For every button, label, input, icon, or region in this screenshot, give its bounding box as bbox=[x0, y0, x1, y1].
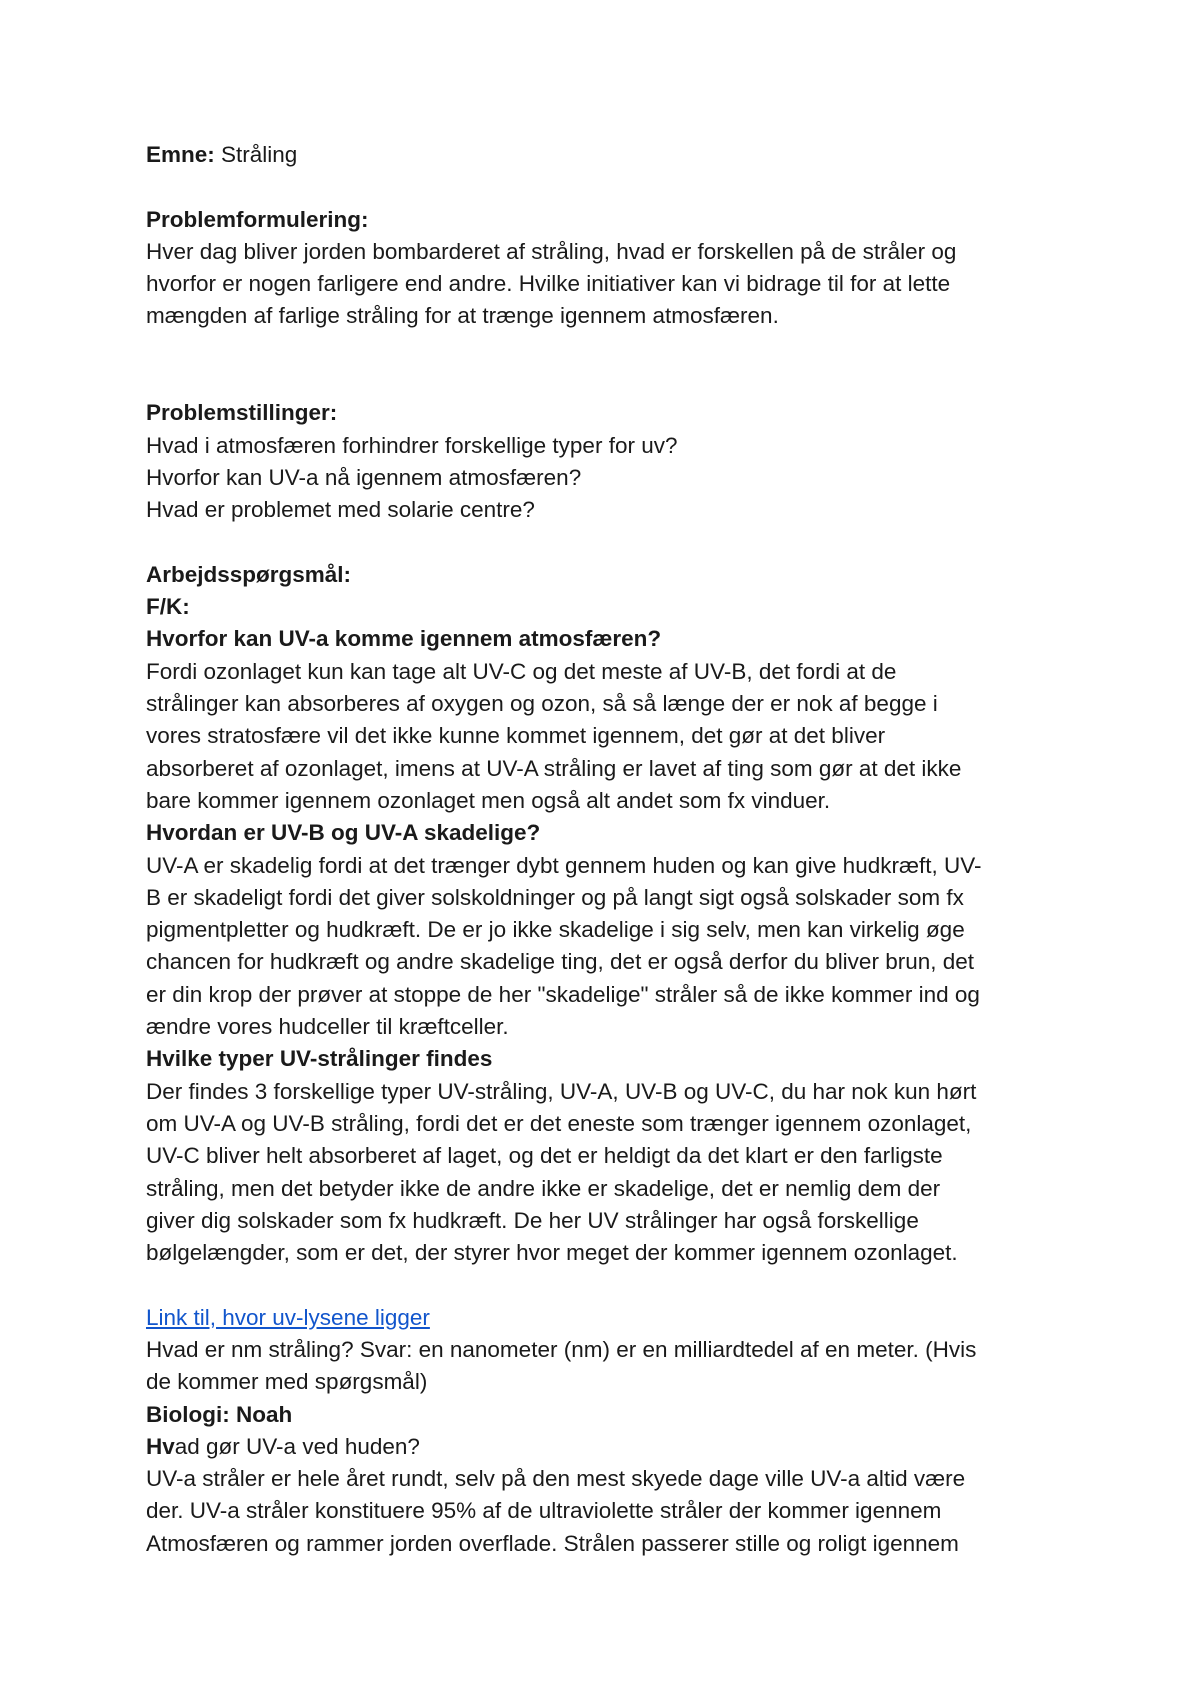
answer-line: bølgelængder, som er det, der styrer hvor meget der kommer igennem ozonlaget. bbox=[146, 1240, 958, 1266]
problemstilling-item: Hvad er problemet med solarie centre? bbox=[146, 497, 535, 523]
answer-line: Der findes 3 forskellige typer UV-stråling, UV-A, UV-B og UV-C, du har nok kun hørt bbox=[146, 1078, 977, 1104]
biologi-heading: Biologi: Noah bbox=[146, 1401, 293, 1427]
answer-line: er din krop der prøver at stoppe de her "skadelige" stråler så de ikke kommer ind og bbox=[146, 981, 980, 1007]
problemstillinger-heading: Problemstillinger: bbox=[146, 400, 338, 426]
answer-line: om UV-A og UV-B stråling, fordi det er det eneste som trænger igennem ozonlaget, bbox=[146, 1110, 972, 1136]
biologi-question-rest: ad gør UV-a ved huden? bbox=[174, 1433, 420, 1459]
problemformulering-line: hvorfor er nogen farligere end andre. Hvilke initiativer kan vi bidrage til for at lette bbox=[146, 271, 951, 297]
document-body bbox=[146, 139, 1080, 1560]
answer-line: giver dig solskader som fx hudkræft. De her UV strålinger har også forskellige bbox=[146, 1207, 919, 1233]
problemstilling-item: Hvorfor kan UV-a nå igennem atmosfæren? bbox=[146, 464, 582, 490]
problemformulering-heading: Problemformulering: bbox=[146, 206, 369, 232]
nm-note-line: Hvad er nm stråling? Svar: en nanometer (nm) er en milliardtedel af en meter. (Hvis bbox=[146, 1336, 977, 1362]
arbejdsspoergsmaal-heading: Arbejdsspørgsmål: bbox=[146, 561, 352, 587]
answer-line: Atmosfæren og rammer jorden overflade. Strålen passerer stille og roligt igennem bbox=[146, 1530, 959, 1556]
question-heading: Hvordan er UV-B og UV-A skadelige? bbox=[146, 820, 541, 846]
answer-line: strålinger kan absorberes af oxygen og ozon, så så længe der er nok af begge i bbox=[146, 691, 938, 717]
answer-line: der. UV-a stråler konstituere 95% af de ultraviolette stråler der kommer igennem bbox=[146, 1498, 942, 1524]
answer-line: pigmentpletter og hudkræft. De er jo ikke skadelige i sig selv, men kan virkelig øge bbox=[146, 917, 965, 943]
question-heading: Hvilke typer UV-strålinger findes bbox=[146, 1046, 493, 1072]
answer-line: bare kommer igennem ozonlaget men også alt andet som fx vinduer. bbox=[146, 787, 831, 813]
uv-wavelength-link[interactable]: Link til, hvor uv-lysene ligger bbox=[146, 1304, 430, 1330]
question-heading: Hvorfor kan UV-a komme igennem atmosfæren? bbox=[146, 626, 662, 652]
answer-line: absorberet af ozonlaget, imens at UV-A stråling er lavet af ting som gør at det ikke bbox=[146, 755, 962, 781]
answer-line: Fordi ozonlaget kun kan tage alt UV-C og det meste af UV-B, det fordi at de bbox=[146, 658, 897, 684]
answer-line: UV-C bliver helt absorberet af laget, og det er heldigt da det klart er den farligste bbox=[146, 1143, 943, 1169]
subject-label-fk: F/K: bbox=[146, 594, 190, 620]
answer-line: UV-a stråler er hele året rundt, selv på den mest skyede dage ville UV-a altid være bbox=[146, 1466, 966, 1492]
answer-line: B er skadeligt fordi det giver solskoldninger og på langt sigt også solskader som fx bbox=[146, 884, 964, 910]
answer-line: chancen for hudkræft og andre skadelige ting, det er også derfor du bliver brun, det bbox=[146, 949, 975, 975]
topic-label: Emne: bbox=[146, 142, 215, 167]
biologi-question bbox=[146, 1431, 1080, 1463]
nm-note-line: de kommer med spørgsmål) bbox=[146, 1369, 428, 1395]
biologi-question-bold: Hv bbox=[146, 1433, 175, 1459]
topic-value: Stråling bbox=[214, 142, 298, 167]
answer-line: UV-A er skadelig fordi at det trænger dybt gennem huden og kan give hudkræft, UV- bbox=[146, 852, 982, 878]
answer-line: stråling, men det betyder ikke de andre ikke er skadelige, det er nemlig dem der bbox=[146, 1175, 941, 1201]
problemstilling-item: Hvad i atmosfæren forhindrer forskellige typer for uv? bbox=[146, 432, 678, 458]
topic-line bbox=[146, 139, 1080, 171]
answer-line: vores stratosfære vil det ikke kunne kommet igennem, det gør at det bliver bbox=[146, 723, 886, 749]
answer-line: ændre vores hudceller til kræftceller. bbox=[146, 1014, 509, 1040]
problemformulering-line: mængden af farlige stråling for at trænge igennem atmosfæren. bbox=[146, 303, 779, 329]
problemformulering-line: Hver dag bliver jorden bombarderet af stråling, hvad er forskellen på de stråler og bbox=[146, 238, 957, 264]
